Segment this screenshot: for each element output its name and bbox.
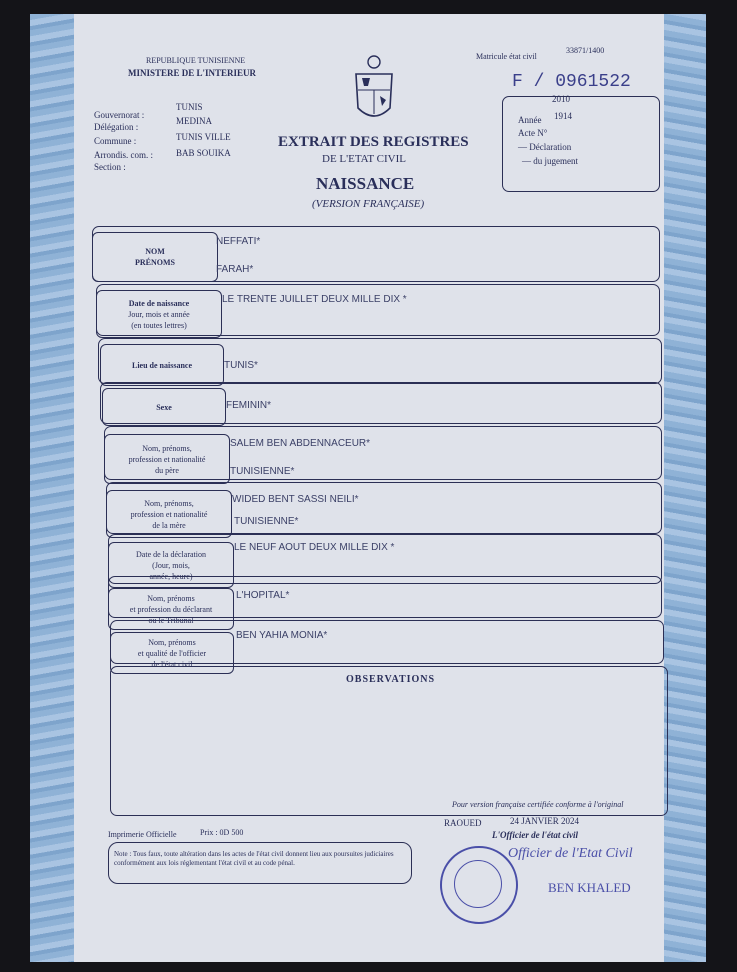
lieu-label: Lieu de naissance: [100, 344, 224, 386]
prix-label: Prix : 0D 500: [200, 828, 244, 837]
declaration-value: LE NEUF AOUT DEUX MILLE DIX *: [234, 542, 395, 553]
ministry-label: MINISTERE DE L'INTERIEUR: [128, 68, 257, 78]
officier-value: BEN YAHIA MONIA*: [236, 630, 328, 641]
commune-value: TUNIS VILLE: [176, 132, 231, 142]
acte-number-label: Acte N°: [518, 128, 548, 138]
prenoms-label: PRÉNOMS: [135, 258, 175, 267]
sexe-label: Sexe: [102, 388, 226, 426]
declarant-label-1: Nom, prénoms: [147, 593, 195, 603]
decl-label-1: Date de la déclaration: [136, 549, 206, 559]
date-naissance-label: [96, 290, 222, 338]
prenoms-value: FARAH*: [216, 264, 254, 275]
mere-label-2: profession et nationalité: [130, 509, 208, 519]
coat-of-arms-icon: [346, 52, 402, 132]
annee-label: Année: [518, 115, 542, 125]
date-label-3: (en toutes lettres): [131, 320, 187, 330]
decl-label-2: (Jour, mois,: [152, 560, 190, 570]
document-subtitle: DE L'ETAT CIVIL: [322, 153, 406, 165]
nom-value: NEFFATI*: [216, 236, 261, 247]
date-label-2: Jour, mois et année: [128, 309, 190, 319]
signature-place: RAOUED: [444, 818, 482, 828]
sexe-value: FEMININ*: [226, 400, 271, 411]
imprimerie-label: Imprimerie Officielle: [108, 830, 177, 839]
officier-label-3: de l'état civil: [151, 659, 193, 669]
nom-prenoms-label: [92, 232, 218, 282]
signature-date: 24 JANVIER 2024: [510, 816, 579, 826]
serial-number: F / 0961522: [512, 72, 631, 92]
acte-declaration: — Déclaration: [518, 142, 572, 152]
legal-note: Note : Tous faux, toute altération dans les actes de l'état civil donnent lieu aux poursuites judiciaires conformément aux lois réglementant l'état civil et au code pénal.: [114, 850, 394, 867]
delegation-value: MEDINA: [176, 116, 212, 126]
pere-nom-value: SALEM BEN ABDENNACEUR*: [230, 438, 371, 449]
arrondissement-value: BAB SOUIKA: [176, 148, 231, 158]
observations-title: OBSERVATIONS: [346, 674, 436, 685]
stamp-name: BEN KHALED: [548, 880, 631, 895]
date-label-1: Date de naissance: [128, 298, 190, 308]
mere-nationalite-value: TUNISIENNE*: [234, 516, 299, 527]
decl-label-3: année, heure): [149, 571, 193, 581]
document-title: EXTRAIT DES REGISTRES: [278, 134, 469, 150]
matricule-value: 33871/1400: [566, 46, 605, 55]
pere-label-1: Nom, prénoms,: [142, 443, 192, 453]
mere-label-1: Nom, prénoms,: [144, 498, 194, 508]
annee-value: 1914: [554, 111, 572, 121]
pere-nationalite-value: TUNISIENNE*: [230, 466, 295, 477]
delegation-label: Délégation :: [94, 122, 139, 132]
pere-label: [104, 434, 230, 484]
mere-label-3: de la mère: [152, 520, 186, 530]
mere-nom-value: WIDED BENT SASSI NEILI*: [232, 494, 359, 505]
section-label: Section :: [94, 162, 126, 172]
nom-label: NOM: [145, 247, 165, 256]
matricule-label: Matricule état civil: [476, 52, 537, 61]
decorative-border-left: [30, 14, 74, 962]
version-label: (VERSION FRANÇAISE): [312, 198, 425, 210]
arrondissement-label: Arrondis. com. :: [94, 150, 153, 160]
acte-jugement: — du jugement: [522, 156, 578, 166]
pere-label-2: profession et nationalité: [128, 454, 206, 464]
certification-text: Pour version française certifiée conforme à l'original: [452, 800, 624, 809]
act-type: NAISSANCE: [316, 174, 415, 193]
pere-label-3: du père: [155, 465, 179, 475]
officier-label-2: et qualité de l'officier: [137, 648, 207, 658]
mere-label: [106, 490, 232, 538]
gouvernorat-value: TUNIS: [176, 102, 203, 112]
officier-label-1: Nom, prénoms: [148, 637, 196, 647]
declarant-label-2: et profession du déclarant: [129, 604, 213, 614]
observations-box: [110, 666, 668, 816]
official-seal-inner-icon: [454, 860, 502, 908]
republic-label: REPUBLIQUE TUNISIENNE: [146, 56, 246, 65]
lieu-value: TUNIS*: [224, 360, 258, 371]
declarant-value: L'HOPITAL*: [236, 590, 290, 601]
officier-title: L'Officier de l'état civil: [492, 830, 579, 840]
gouvernorat-label: Gouvernorat :: [94, 110, 145, 120]
declarant-label-3: ou le Tribunal: [148, 615, 194, 625]
date-naissance-value: LE TRENTE JUILLET DEUX MILLE DIX *: [222, 294, 407, 305]
stamp-signature: Officier de l'Etat Civil: [508, 846, 633, 861]
commune-label: Commune :: [94, 136, 137, 146]
decorative-border-right: [664, 14, 706, 962]
handwritten-year: 2010: [552, 94, 570, 104]
